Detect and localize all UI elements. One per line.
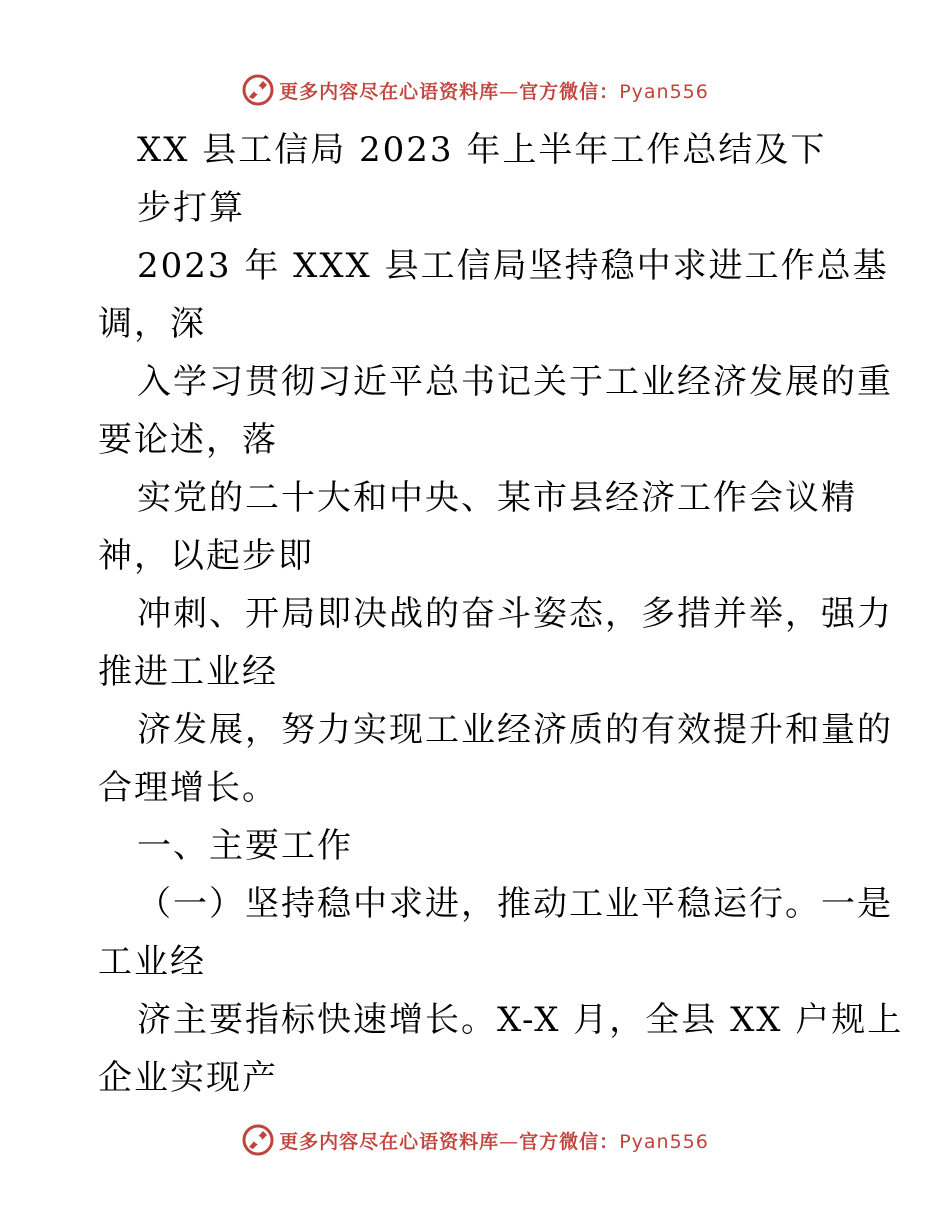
- paragraph-line: 合理增长。: [98, 768, 278, 808]
- paragraph-line: 调，深: [98, 304, 206, 344]
- paragraph-line: 神，以起步即: [98, 536, 314, 576]
- brand-logo-icon: [241, 73, 275, 107]
- paragraph-line: 实党的二十大和中央、某市县经济工作会议精: [137, 478, 857, 518]
- brand-logo-icon: [241, 1123, 275, 1157]
- paragraph-line: 济主要指标快速增长。X-X 月，全县 XX 户规上: [137, 1000, 904, 1040]
- watermark-banner-top: [0, 70, 950, 110]
- title-line-2: 步打算: [137, 188, 245, 228]
- paragraph-line: 济发展，努力实现工业经济质的有效提升和量的: [137, 710, 893, 750]
- paragraph-line: （一）坚持稳中求进，推动工业平稳运行。一是: [137, 884, 893, 924]
- paragraph-line: 工业经: [98, 942, 206, 982]
- section-heading: 一、主要工作: [137, 826, 353, 866]
- paragraph-line: 入学习贯彻习近平总书记关于工业经济发展的重: [137, 362, 893, 402]
- paragraph-line: 冲刺、开局即决战的奋斗姿态，多措并举，强力: [137, 594, 893, 634]
- watermark-text: 更多内容尽在心语资料库—官方微信：Pyan556: [279, 80, 709, 103]
- watermark-text: 更多内容尽在心语资料库—官方微信：Pyan556: [279, 1130, 709, 1153]
- paragraph-line: 2023 年 XXX 县工信局坚持稳中求进工作总基: [137, 246, 889, 286]
- paragraph-line: 要论述，落: [98, 420, 278, 460]
- paragraph-line: 企业实现产: [98, 1058, 278, 1098]
- watermark-banner-bottom: [0, 1120, 950, 1160]
- paragraph-line: 推进工业经: [98, 652, 278, 692]
- title-line-1: XX 县工信局 2023 年上半年工作总结及下: [137, 130, 827, 170]
